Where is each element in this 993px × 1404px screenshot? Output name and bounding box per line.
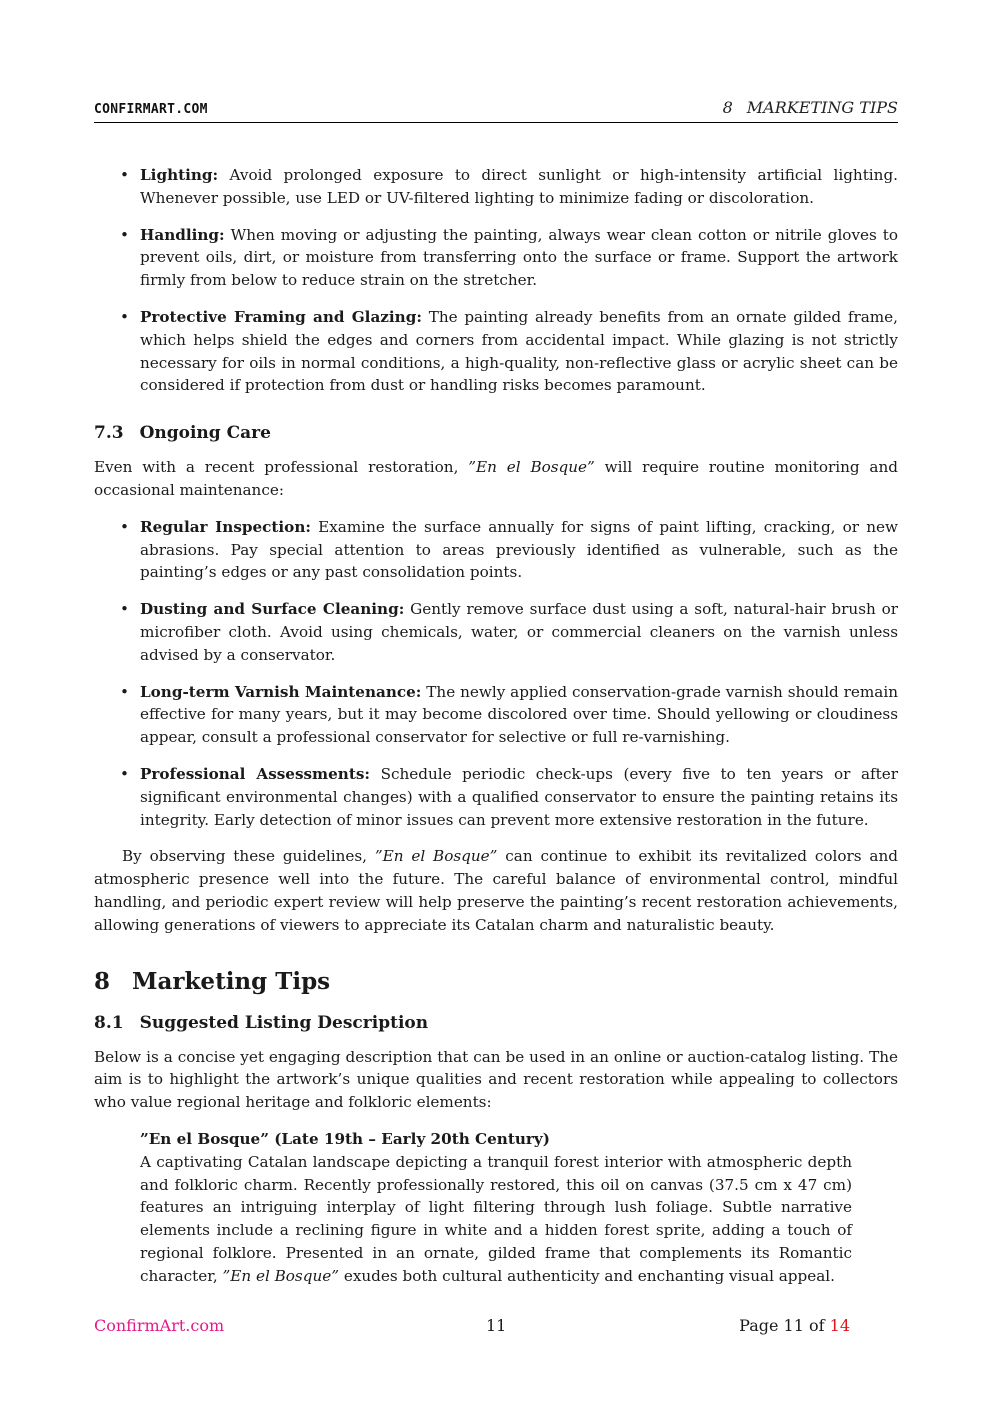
bullet-term: Long-term Varnish Maintenance: [140, 682, 422, 701]
list-item [140, 224, 898, 292]
listing-title: ”En el Bosque” (Late 19th – Early 20th Century) [140, 1129, 550, 1148]
closing-paragraph [94, 845, 898, 936]
footer-site-link[interactable]: ConfirmArt.com [94, 1316, 225, 1335]
header-section-number: 8 [722, 98, 733, 117]
list-item [140, 306, 898, 397]
bullet-text: Schedule periodic check-ups (every five to ten years or after significant environmental changes) with a qualified conservator to ensure the painting retains its integrity. Early detection of minor issues can prevent more extensive restoration in the future. [140, 764, 898, 829]
page-count [739, 1316, 850, 1335]
bullet-term: Regular Inspection: [140, 517, 311, 536]
section-title: Ongoing Care [139, 423, 271, 444]
intro-text-end: will require routine monitoring and occasional maintenance: [94, 458, 898, 499]
bullet-term: Lighting: [140, 166, 219, 184]
section-title: Suggested Listing Description [139, 1012, 429, 1033]
closing-text: By observing these guidelines, [122, 847, 375, 866]
page-total-link[interactable]: 14 [829, 1316, 850, 1335]
bullet-term: Professional Assessments: [140, 764, 371, 783]
header-section-title [723, 98, 898, 117]
main-content [94, 164, 898, 1287]
list-item [140, 516, 898, 584]
list-item [140, 763, 898, 831]
bullet-term: Protective Framing and Glazing: [140, 307, 422, 326]
section-number: 8.1 [94, 1012, 124, 1033]
section-title: Marketing Tips [132, 967, 331, 995]
bullet-text: Avoid prolonged exposure to direct sunlight or high-intensity artificial lighting. Whenever possible, use LED or UV-filtered lighting to minimize fading or discoloration. [140, 166, 898, 207]
list-item [140, 598, 898, 666]
page-number: 11 [486, 1316, 507, 1335]
header-section-label: MARKETING TIPS [746, 98, 898, 117]
page-header [94, 96, 898, 123]
section-heading-8-1 [94, 1011, 898, 1035]
care-bullet-list [94, 516, 898, 832]
environment-bullet-list [94, 164, 898, 397]
section-heading-8 [94, 967, 898, 997]
painting-title: ”En el Bosque” [222, 1266, 339, 1285]
bullet-text: Gently remove surface dust using a soft, natural-hair brush or microfiber cloth. Avoid using chemicals, water, or commercial cleaners on the varnish unless advised by a conservator. [140, 600, 898, 664]
bullet-term: Dusting and Surface Cleaning: [140, 600, 405, 619]
listing-description-block [140, 1128, 852, 1288]
painting-title: ”En el Bosque” [374, 847, 498, 866]
bullet-text: The painting already benefits from an ornate gilded frame, which helps shield the edges and corners from accidental impact. While glazing is not strictly necessary for oils in normal conditions, a high-quality, non-reflective glass or acrylic sheet can be considered if protection from dust or handling risks becomes paramount. [140, 307, 898, 395]
section-number: 7.3 [94, 423, 124, 444]
intro-text: Even with a recent professional restoration, [94, 458, 469, 477]
bullet-text: Examine the surface annually for signs of paint lifting, cracking, or new abrasions. Pay special attention to areas previously identified as vulnerable, such as the painting’s edges or any past consolidation points. [140, 517, 898, 582]
ongoing-care-intro [94, 456, 898, 502]
painting-title: ”En el Bosque” [468, 458, 595, 477]
list-item [140, 681, 898, 749]
listing-body [140, 1151, 852, 1288]
list-item [140, 164, 898, 210]
section-number: 8 [94, 967, 111, 995]
closing-text-end: can continue to exhibit its revitalized colors and atmospheric presence well into the future. The careful balance of environmental control, mindful handling, and periodic expert review will help preserve the painting’s recent restoration achievements, allowing generations of viewers to appreciate its Catalan charm and naturalistic beauty. [94, 847, 898, 934]
bullet-text: The newly applied conservation-grade varnish should remain effective for many years, but it may become discolored over time. Should yellowing or cloudiness appear, consult a professional conservator for selective or full re-varnishing. [140, 682, 898, 747]
page-count-prefix: Page 11 of [739, 1316, 830, 1335]
listing-text: A captivating Catalan landscape depicting a tranquil forest interior with atmospheric depth and folkloric charm. Recently professionally restored, this oil on canvas (37.5 cm x 47 cm) features an intriguing interplay of light filtering through lush foliage. Subtle narrative elements include a reclining figure in white and a hidden forest sprite, adding a touch of regional folklore. Presented in an ornate, gilded frame that complements its Romantic character, [140, 1152, 852, 1285]
page-footer [94, 1316, 850, 1340]
header-logo: CONFIRMART.COM [94, 102, 208, 117]
listing-intro: Below is a concise yet engaging description that can be used in an online or auction-catalog listing. The aim is to highlight the artwork’s unique qualities and recent restoration while appealing to collectors who value regional heritage and folkloric elements: [94, 1047, 898, 1112]
listing-text-end: exudes both cultural authenticity and enchanting visual appeal. [339, 1266, 835, 1285]
section-heading-7-3 [94, 421, 898, 445]
bullet-text: When moving or adjusting the painting, always wear clean cotton or nitrile gloves to prevent oils, dirt, or moisture from transferring onto the surface or frame. Support the artwork firmly from below to reduce strain on the stretcher. [140, 225, 898, 290]
bullet-term: Handling: [140, 225, 225, 244]
